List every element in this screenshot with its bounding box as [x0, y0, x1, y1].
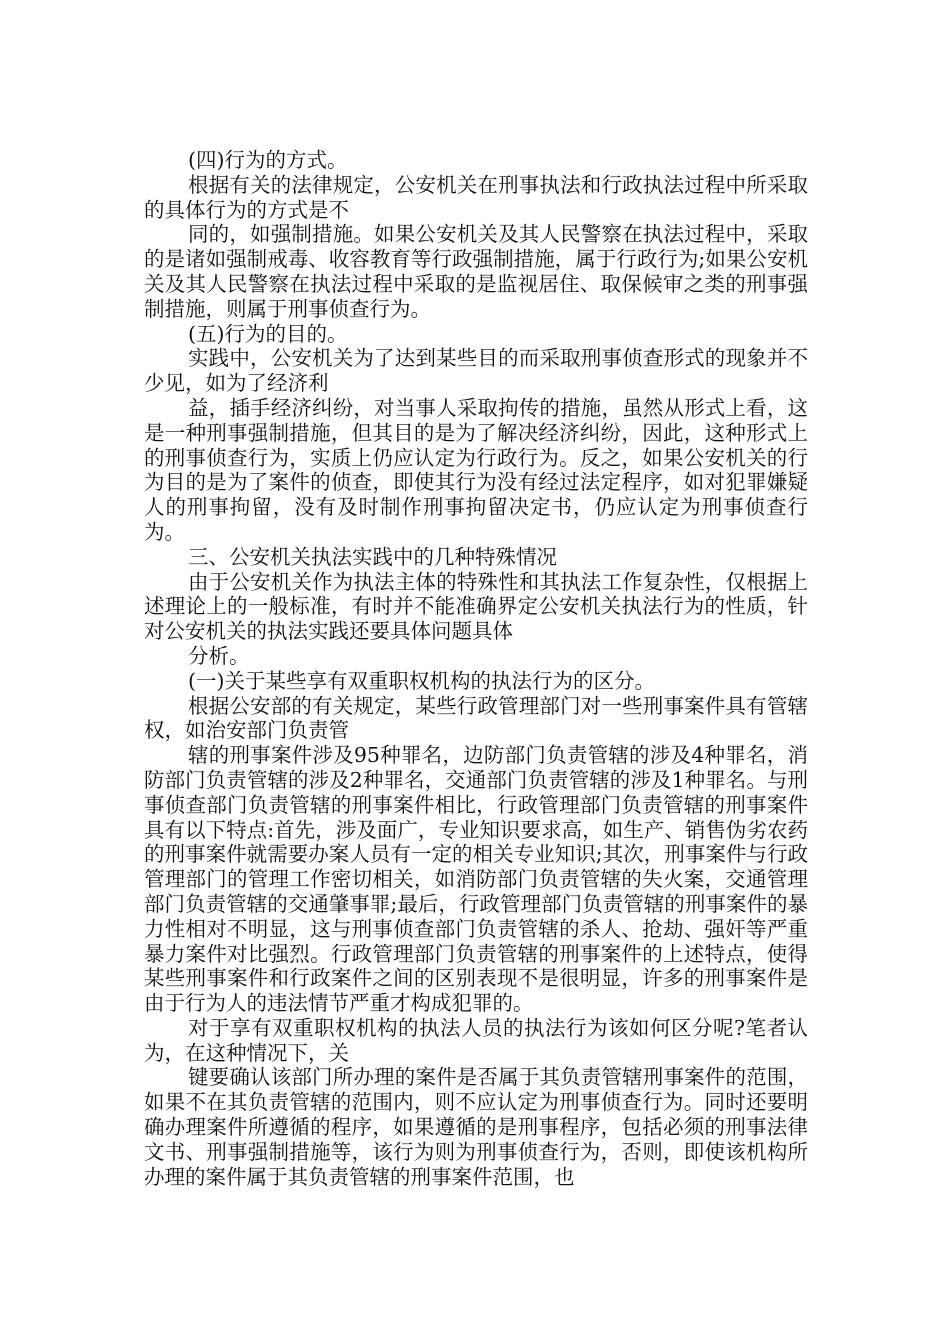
document-page	[144, 148, 808, 1189]
paragraph: 对于享有双重职权机构的执法人员的执法行为该如何区分呢?笔者认为，在这种情况下，关	[144, 1015, 808, 1065]
paragraph: 根据有关的法律规定，公安机关在刑事执法和行政执法过程中所采取的具体行为的方式是不	[144, 172, 808, 222]
paragraph-heading-5: (五)行为的目的。	[188, 321, 348, 346]
paragraph: 益，插手经济纠纷，对当事人采取拘传的措施，虽然从形式上看，这是一种刑事强制措施，但其目的是为了解决经济纠纷，因此，这种形式上的刑事侦查行为，实质上仍应认定为行政行为。反之，如果公安机关的行为目的是为了案件的侦查，即使其行为没有经过法定程序，如对犯罪嫌疑人的刑事拘留，没有及时制作刑事拘留决定书，仍应认定为刑事侦查行为。	[144, 395, 808, 544]
paragraph: 辖的刑事案件涉及95种罪名，边防部门负责管辖的涉及4种罪名，消防部门负责管辖的涉及2种罪名，交通部门负责管辖的涉及1种罪名。与刑事侦查部门负责管辖的刑事案件相比，行政管理部门负责管辖的刑事案件具有以下特点:首先，涉及面广，专业知识要求高，如生产、销售伪劣农药的刑事案件就需要办案人员有一定的相关专业知识;其次，刑事案件与行政管理部门的管理工作密切相关，如消防部门负责管辖的失火案，交通管理部门负责管辖的交通肇事罪;最后，行政管理部门负责管辖的刑事案件的暴力性相对不明显，这与刑事侦查部门负责管辖的杀人、抢劫、强奸等严重暴力案件对比强烈。行政管理部门负责管辖的刑事案件的上述特点，使得某些刑事案件和行政案件之间的区别表现不是很明显，许多的刑事案件是由于行为人的违法情节严重才构成犯罪的。	[144, 743, 808, 1016]
paragraph-heading-1: (一)关于某些享有双重职权机构的执法行为的区分。	[188, 668, 655, 693]
paragraph: 分析。	[188, 643, 250, 668]
paragraph: 由于公安机关作为执法主体的特殊性和其执法工作复杂性，仅根据上述理论上的一般标准，有时并不能准确界定公安机关执法行为的性质，针对公安机关的执法实践还要具体问题具体	[144, 569, 808, 644]
paragraph: 键要确认该部门所办理的案件是否属于其负责管辖刑事案件的范围，如果不在其负责管辖的范围内，则不应认定为刑事侦查行为。同时还要明确办理案件所遵循的程序，如果遵循的是刑事程序，包括必须的刑事法律文书、刑事强制措施等，该行为则为刑事侦查行为，否则，即使该机构所办理的案件属于其负责管辖的刑事案件范围，也	[144, 1065, 808, 1189]
paragraph: 同的，如强制措施。如果公安机关及其人民警察在执法过程中，采取的是诸如强制戒毒、收容教育等行政强制措施，属于行政行为;如果公安机关及其人民警察在执法过程中采取的是监视居住、取保候审之类的刑事强制措施，则属于刑事侦查行为。	[144, 222, 808, 321]
paragraph: 实践中，公安机关为了达到某些目的而采取刑事侦查形式的现象并不少见，如为了经济利	[144, 346, 808, 396]
section-heading: 三、公安机关执法实践中的几种特殊情况	[188, 544, 557, 569]
paragraph-heading-4: (四)行为的方式。	[188, 148, 348, 172]
paragraph: 根据公安部的有关规定，某些行政管理部门对一些刑事案件具有管辖权，如治安部门负责管	[144, 693, 808, 743]
